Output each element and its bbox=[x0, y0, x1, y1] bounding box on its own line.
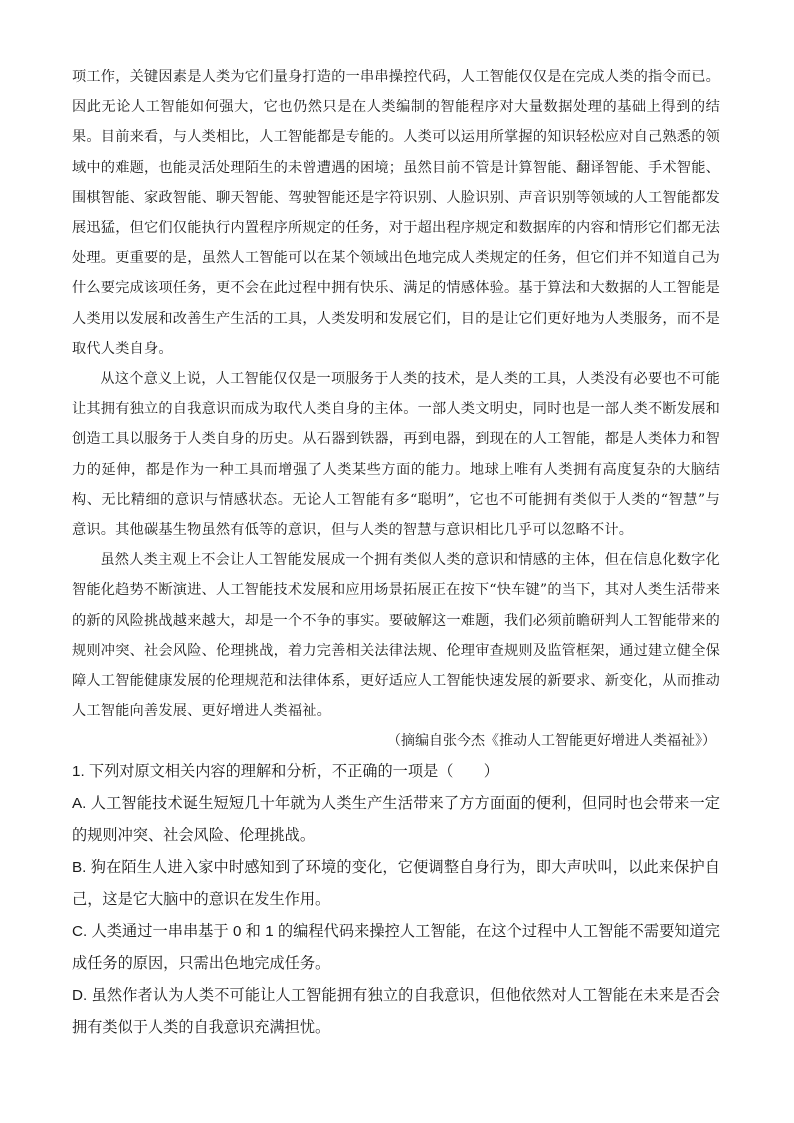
option-d: D. 虽然作者认为人类不可能让人工智能拥有独立的自我意识，但他依然对人工智能在未来是否会拥有类似于人类的自我意识充满担忧。 bbox=[72, 987, 720, 1037]
passage-source: （摘编自张今杰《推动人工智能更好增进人类福祉》） bbox=[387, 733, 716, 750]
passage-paragraph-3: 虽然人类主观上不会让人工智能发展成一个拥有类似人类的意识和情感的主体，但在信息化数字化智能化趋势不断演进、人工智能技术发展和应用场景拓展正在按下“快车键”的当下，其对人类生活带来的新的风险挑战越来越大，却是一个不争的事实。要破解这一难题，我们必须前瞻研判人工智能带来的规则冲突、社会风险、伦理挑战，着力完善相关法律法规、伦理审查规则及监管框架，通过建立健全保障人工智能健康发展的伦理规范和法律体系，更好适应人工智能快速发展的新要求、新变化，从而推动人工智能向善发展、更好增进人类福祉。 bbox=[72, 552, 720, 720]
passage-paragraph-1: 项工作，关键因素是人类为它们量身打造的一串串操控代码，人工智能仅仅是在完成人类的指令而已。因此无论人工智能如何强大，它也仍然只是在人类编制的智能程序对大量数据处理的基础上得到的结果。目前来看，与人类相比，人工智能都是专能的。人类可以运用所掌握的知识轻松应对自己熟悉的领域中的难题，也能灵活处理陌生的未曾遭遇的困境；虽然目前不管是计算智能、翻译智能、手术智能、围棋智能、家政智能、聊天智能、驾驶智能还是字符识别、人脸识别、声音识别等领域的人工智能都发展迅猛，但它们仅能执行内置程序所规定的任务，对于超出程序规定和数据库的内容和情形它们都无法处理。更重要的是，虽然人工智能可以在某个领域出色地完成人类规定的任务，但它们并不知道自己为什么要完成该项任务，更不会在此过程中拥有快乐、满足的情感体验。基于算法和大数据的人工智能是人类用以发展和改善生产生活的工具，人类发明和发展它们，目的是让它们更好地为人类服务，而不是取代人类自身。 bbox=[72, 69, 720, 357]
question-stem: 1. 下列对原文相关内容的理解和分析，不正确的一项是（ ） bbox=[72, 763, 499, 781]
option-c: C. 人类通过一串串基于 0 和 1 的编程代码来操控人工智能，在这个过程中人工智能不需要知道完成任务的原因，只需出色地完成任务。 bbox=[72, 923, 720, 973]
question-block bbox=[72, 756, 720, 1044]
document-page bbox=[72, 62, 720, 1044]
passage-paragraph-2: 从这个意义上说，人工智能仅仅是一项服务于人类的技术，是人类的工具，人类没有必要也不可能让其拥有独立的自我意识而成为取代人类自身的主体。一部人类文明史，同时也是一部人类不断发展和创造工具以服务于人类自身的历史。从石器到铁器，再到电器，到现在的人工智能，都是人类体力和智力的延伸，都是作为一种工具而增强了人类某些方面的能力。地球上唯有人类拥有高度复杂的大脑结构、无比精细的意识与情感状态。无论人工智能有多“聪明”，它也不可能拥有类似于人类的“智慧”与意识。其他碳基生物虽然有低等的意识，但与人类的智慧与意识相比几乎可以忽略不计。 bbox=[72, 371, 720, 539]
option-b: B. 狗在陌生人进入家中时感知到了环境的变化，它便调整自身行为，即大声吠叫，以此来保护自己，这是它大脑中的意识在发生作用。 bbox=[72, 859, 720, 909]
option-a: A. 人工智能技术诞生短短几十年就为人类生产生活带来了方方面面的便利，但同时也会带来一定的规则冲突、社会风险、伦理挑战。 bbox=[72, 795, 720, 845]
